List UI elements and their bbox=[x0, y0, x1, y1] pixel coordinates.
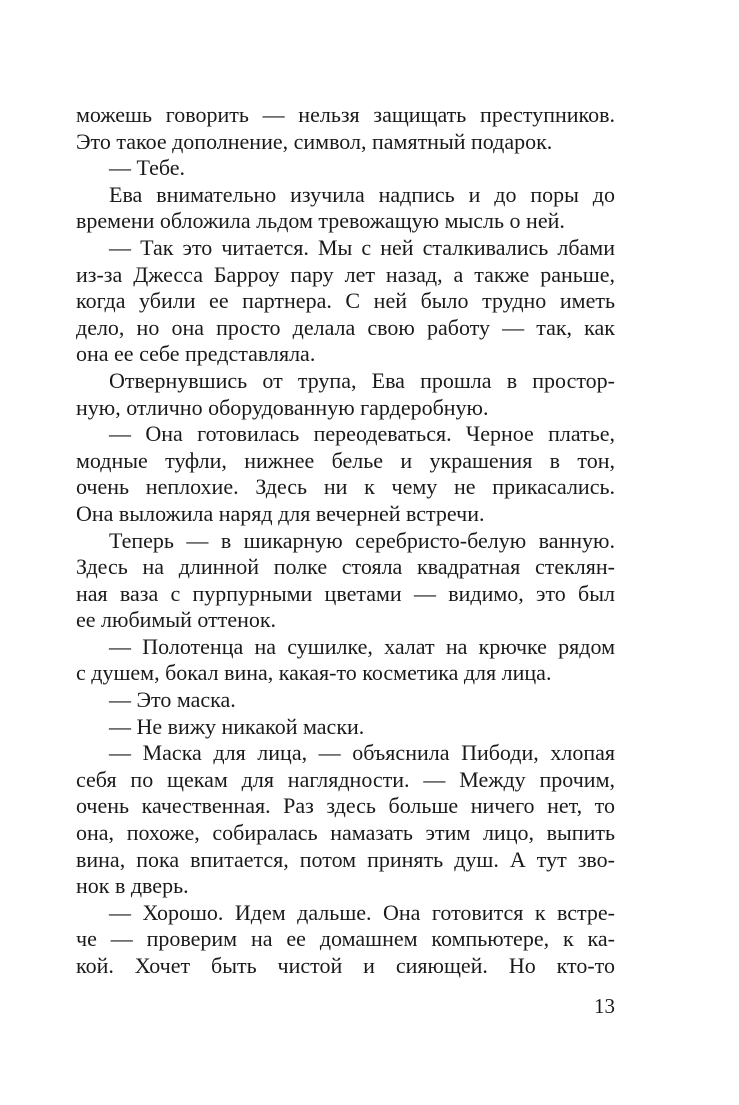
text-line: с душем, бокал вина, какая-то косметика для лица. bbox=[76, 660, 552, 686]
text-line: очень неплохие. Здесь ни к чему не прикасались. bbox=[76, 474, 615, 500]
text-line: ную, отлично оборудованную гардеробную. bbox=[76, 394, 489, 420]
text-line: Здесь на длинной полке стояла квадратная стеклян- bbox=[76, 554, 615, 580]
text-line: — Тебе. bbox=[109, 155, 186, 181]
text-line: когда убили ее партнера. С ней было трудно иметь bbox=[76, 288, 615, 314]
text-line: можешь говорить — нельзя защищать преступников. bbox=[76, 102, 615, 127]
text-line: ная ваза с пурпурными цветами — видимо, это был bbox=[76, 580, 615, 606]
text-line: кой. Хочет быть чистой и сияющей. Но кто-то bbox=[76, 953, 615, 978]
text-line: Теперь — в шикарную серебристо-белую ванную. bbox=[109, 527, 615, 553]
text-line: вина, пока впитается, потом принять душ. А тут зво- bbox=[76, 846, 615, 872]
text-line: модные туфли, нижнее белье и украшения в тон, bbox=[76, 447, 615, 473]
text-line: дело, но она просто делала свою работу — так, как bbox=[76, 314, 615, 340]
text-line: — Это маска. bbox=[109, 687, 236, 713]
text-line: — Так это читается. Мы с ней сталкивались лбами bbox=[109, 234, 615, 260]
text-line: Она выложила наряд для вечерней встречи. bbox=[76, 500, 485, 526]
text-line: — Полотенца на сушилке, халат на крючке рядом bbox=[109, 633, 615, 659]
text-line: нок в дверь. bbox=[76, 873, 189, 899]
text-line: че — проверим на ее домашнем компьютере, к ка- bbox=[76, 926, 615, 952]
text-line: Это такое дополнение, символ, памятный подарок. bbox=[76, 128, 553, 154]
text-line: Ева внимательно изучила надпись и до поры до bbox=[109, 181, 615, 207]
text-line: она, похоже, собиралась намазать этим лицо, выпить bbox=[76, 820, 615, 846]
text-line: — Хорошо. Идем дальше. Она готовится к встре- bbox=[109, 899, 615, 925]
text-line: себя по щекам для наглядности. — Между прочим, bbox=[76, 766, 615, 792]
text-line: очень качественная. Раз здесь больше ничего нет, то bbox=[76, 793, 615, 819]
page-number: 13 bbox=[594, 994, 615, 1018]
text-line: времени обложила льдом тревожащую мысль о ней. bbox=[76, 208, 565, 234]
text-line: — Не вижу никакой маски. bbox=[109, 713, 365, 739]
text-line: ее любимый оттенок. bbox=[76, 607, 277, 633]
text-line: — Она готовилась переодеваться. Черное платье, bbox=[109, 421, 615, 447]
text-line: Отвернувшись от трупа, Ева прошла в простор- bbox=[109, 367, 615, 393]
text-line: она ее себе представляла. bbox=[76, 341, 316, 367]
text-line: — Маска для лица, — объяснила Пибоди, хлопая bbox=[109, 740, 615, 766]
text-line: из-за Джесса Барроу пару лет назад, а также раньше, bbox=[76, 261, 615, 287]
book-page-text bbox=[76, 102, 615, 980]
